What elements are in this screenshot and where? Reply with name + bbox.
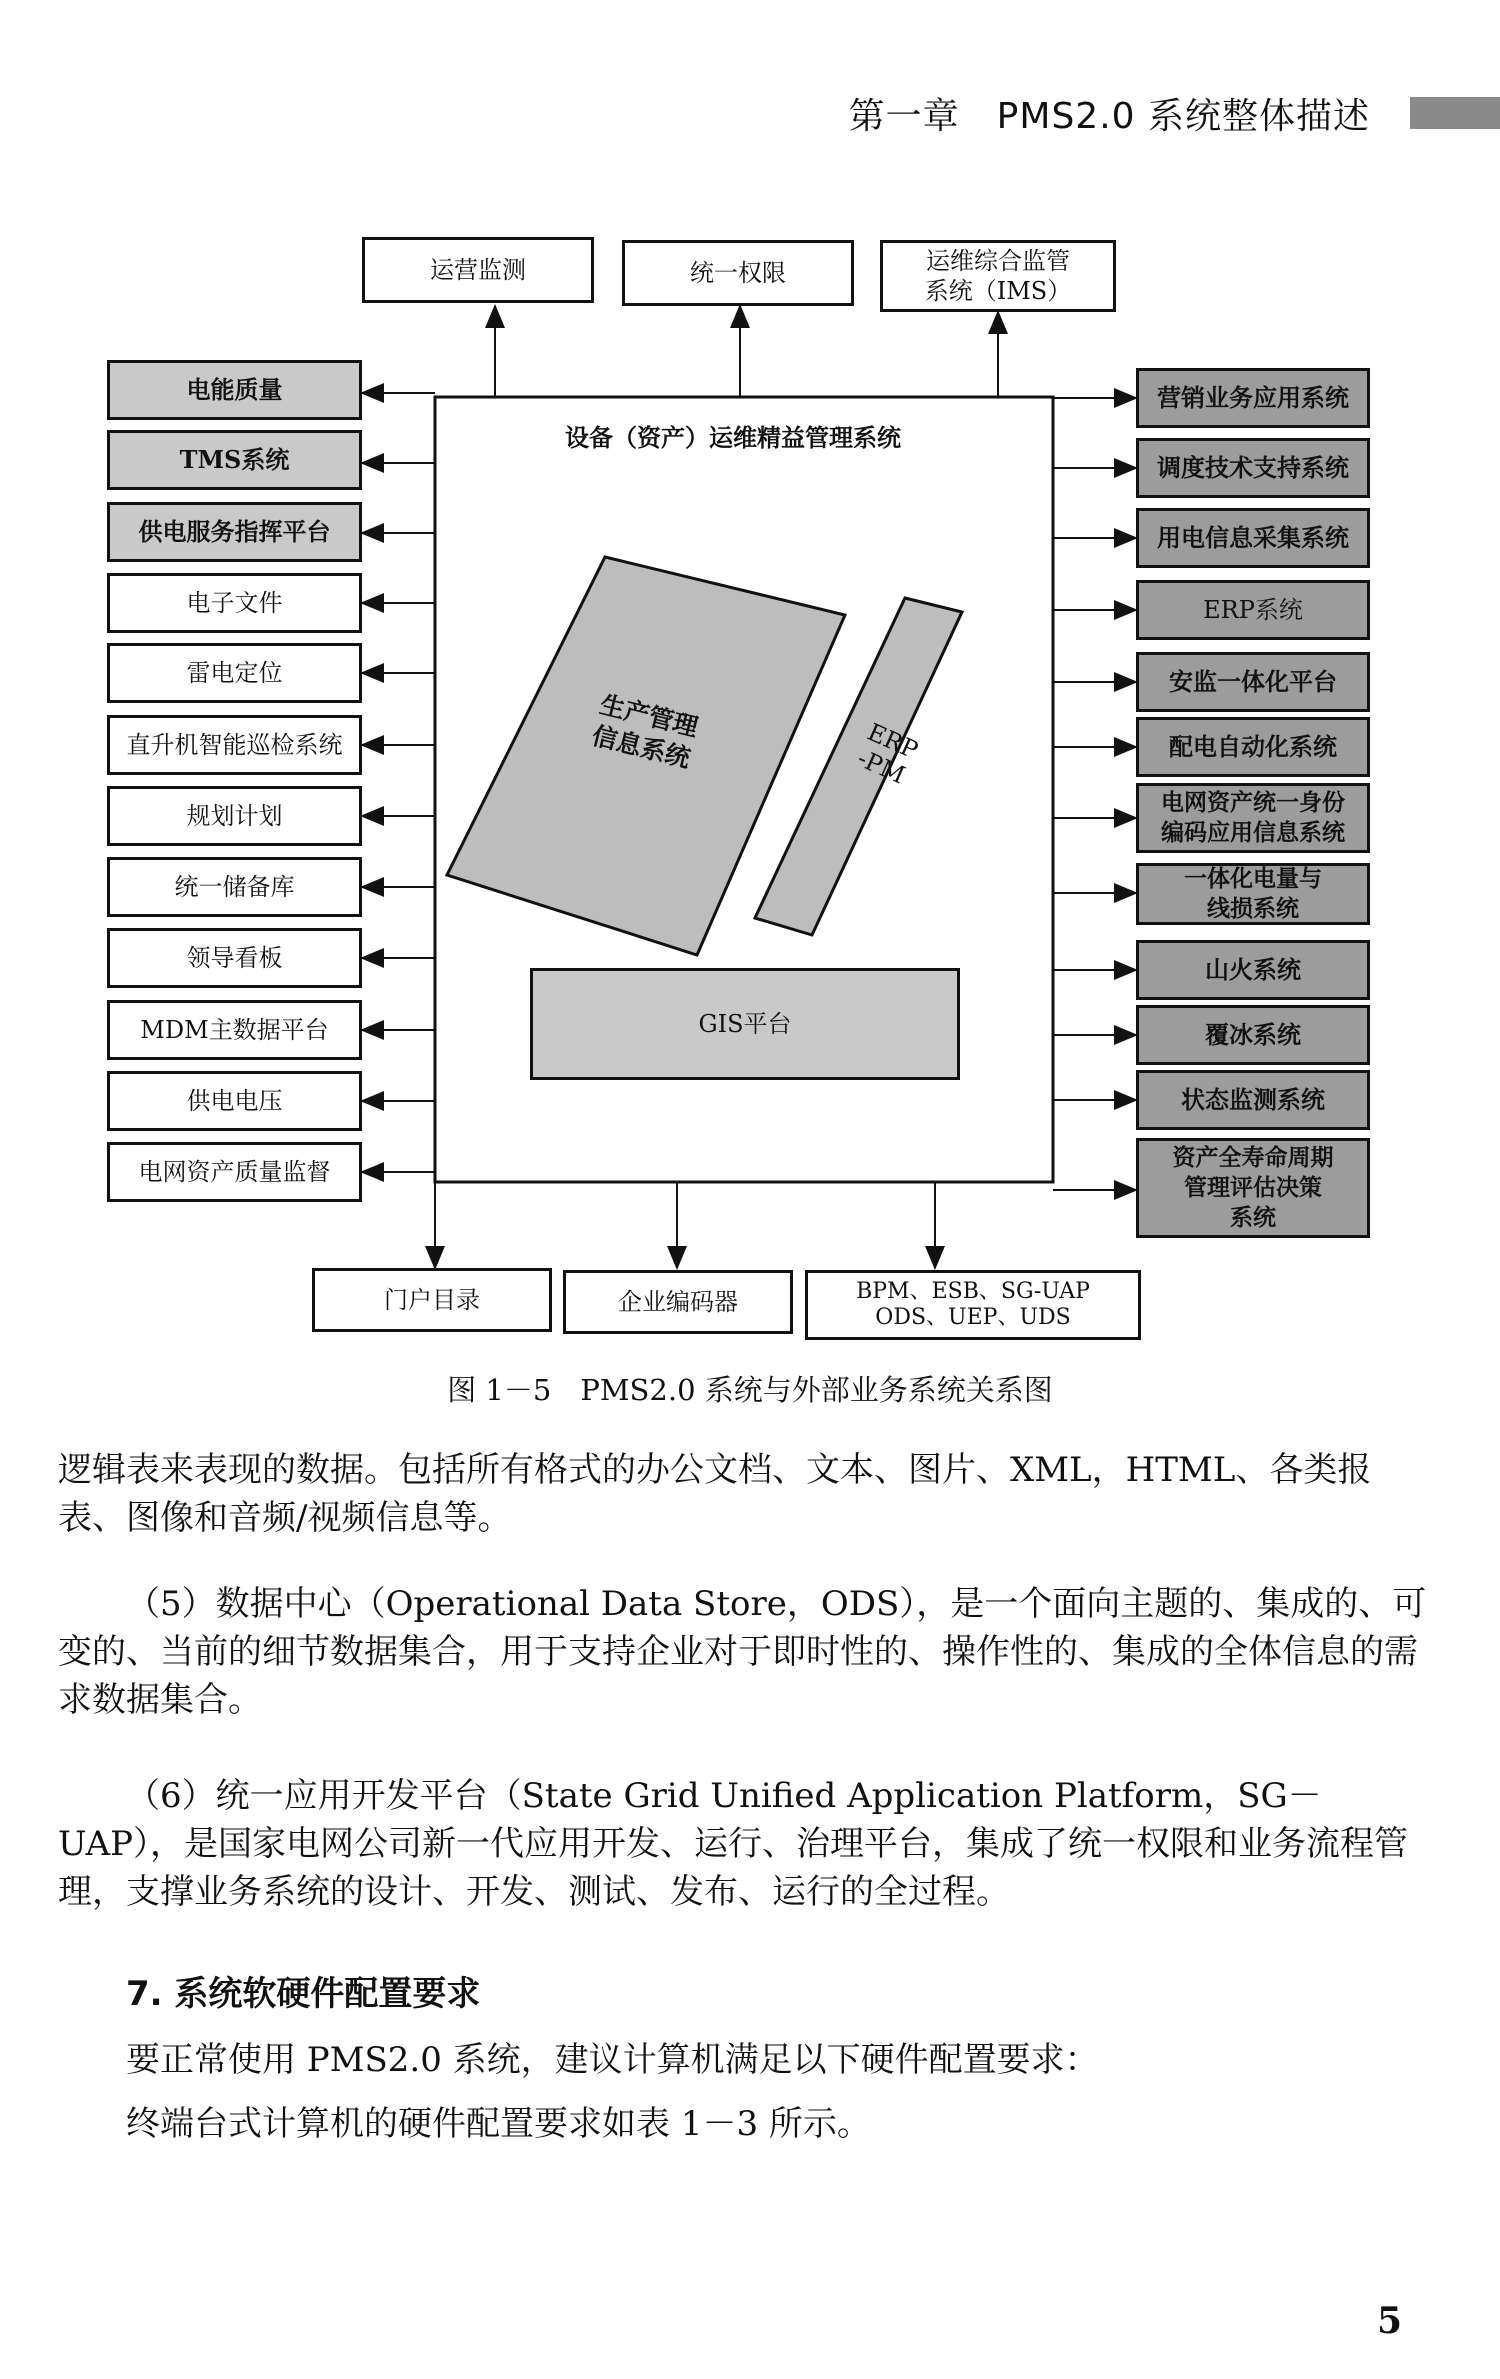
main-system-title: 设备（资产）运维精益管理系统	[565, 423, 901, 452]
right-box-metering: 用电信息采集系统	[1136, 508, 1370, 568]
bottom-box-encoder: 企业编码器	[563, 1270, 793, 1334]
paragraph-1: 逻辑表来表现的数据。包括所有格式的办公文档、文本、图片、XML，HTML、各类报表、图像和音频/视频信息等。	[58, 1450, 1372, 1538]
left-box-asset-quality: 电网资产质量监督	[107, 1142, 362, 1202]
page-number: 5	[1376, 2300, 1402, 2342]
right-box-safety: 安监一体化平台	[1136, 652, 1370, 712]
paragraph-2: （5）数据中心（Operational Data Store，ODS），是一个面向主题的、集成的、可变的、当前的细节数据集合，用于支持企业对于即时性的、操作性的、集成的全体信息的需求数据集合。	[58, 1584, 1427, 1720]
body-line-1: 要正常使用 PMS2.0 系统，建议计算机满足以下硬件配置要求：	[126, 2040, 1099, 2080]
right-box-erp: ERP系统	[1136, 580, 1370, 640]
top-box-unified-auth: 统一权限	[622, 240, 854, 306]
gis-platform-box: GIS平台	[530, 968, 960, 1080]
right-box-lifecycle: 资产全寿命周期 管理评估决策 系统	[1136, 1138, 1370, 1238]
right-box-dispatch: 调度技术支持系统	[1136, 438, 1370, 498]
left-box-mdm: MDM主数据平台	[107, 1000, 362, 1060]
left-box-service-command: 供电服务指挥平台	[107, 502, 362, 562]
bottom-box-portal: 门户目录	[312, 1268, 552, 1332]
left-box-reserve: 统一储备库	[107, 857, 362, 917]
left-box-lightning: 雷电定位	[107, 643, 362, 703]
production-system-label: 生产管理 信息系统	[589, 689, 702, 774]
right-box-icing: 覆冰系统	[1136, 1005, 1370, 1065]
top-box-ops-monitor: 运营监测	[362, 237, 594, 303]
right-box-line-loss: 一体化电量与 线损系统	[1136, 863, 1370, 925]
left-box-tms: TMS系统	[107, 430, 362, 490]
right-box-marketing: 营销业务应用系统	[1136, 368, 1370, 428]
figure-caption: 图 1－5 PMS2.0 系统与外部业务系统关系图	[447, 1373, 1053, 1407]
right-box-asset-id: 电网资产统一身份 编码应用信息系统	[1136, 783, 1370, 853]
left-box-helicopter: 直升机智能巡检系统	[107, 715, 362, 775]
right-box-distribution-automation: 配电自动化系统	[1136, 717, 1370, 777]
chapter-title: 第一章 PMS2.0 系统整体描述	[848, 96, 1370, 137]
left-box-planning: 规划计划	[107, 786, 362, 846]
erp-pm-label: ERP -PM	[853, 717, 923, 790]
top-box-ims: 运维综合监管 系统（IMS）	[880, 240, 1116, 312]
left-box-leader-board: 领导看板	[107, 928, 362, 988]
left-box-voltage: 供电电压	[107, 1071, 362, 1131]
body-line-2: 终端台式计算机的硬件配置要求如表 1－3 所示。	[126, 2104, 871, 2144]
left-box-e-document: 电子文件	[107, 573, 362, 633]
paragraph-3: （6）统一应用开发平台（State Grid Unified Application Platform，SG－UAP），是国家电网公司新一代应用开发、运行、治理平台，集成了统一权限和业务流程管理，支撑业务系统的设计、开发、测试、发布、运行的全过程。	[58, 1776, 1409, 1912]
left-box-power-quality: 电能质量	[107, 360, 362, 420]
bottom-box-middleware: BPM、ESB、SG-UAP ODS、UEP、UDS	[805, 1270, 1141, 1340]
right-box-condition-monitor: 状态监测系统	[1136, 1070, 1370, 1130]
right-box-wildfire: 山火系统	[1136, 940, 1370, 1000]
section-heading-7: 7. 系统软硬件配置要求	[126, 1974, 481, 2014]
